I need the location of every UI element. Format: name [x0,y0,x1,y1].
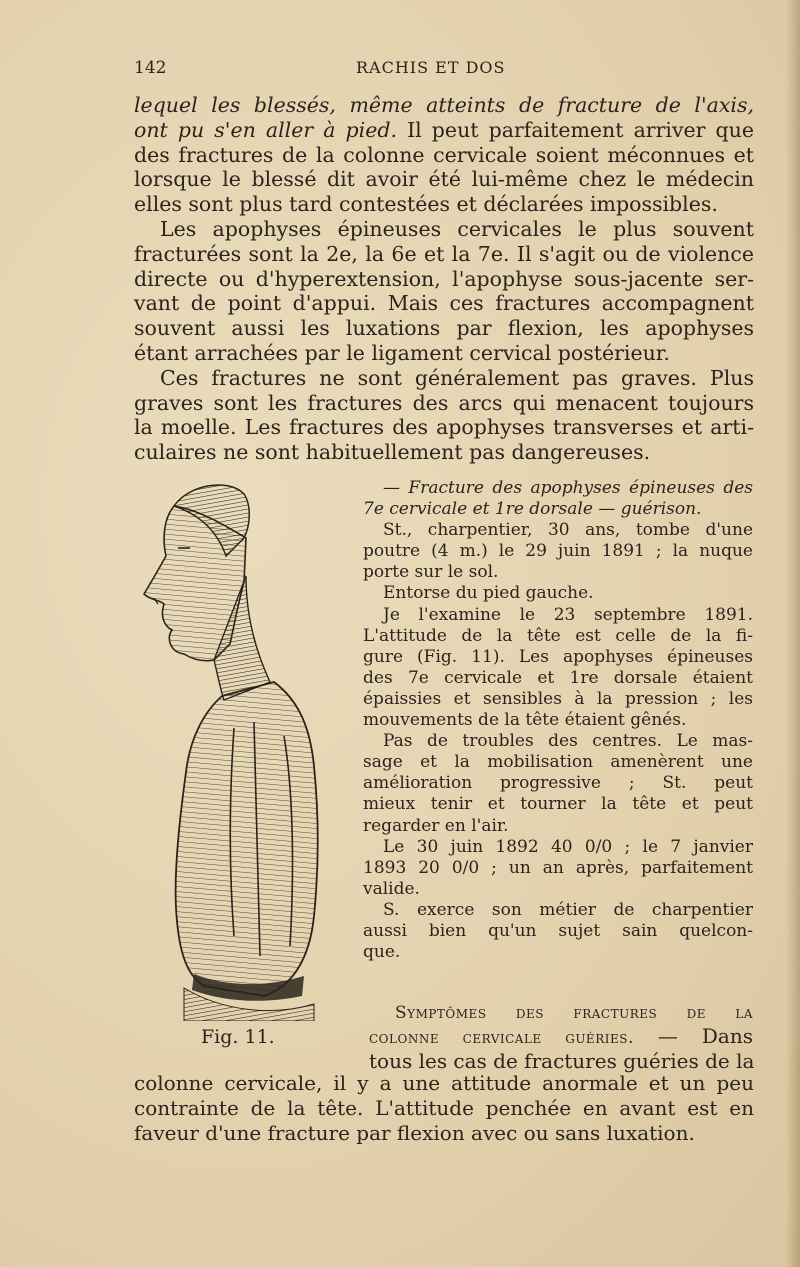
case-line: Le 30 juin 1892 40 0/0 ; le 7 janvier [383,836,753,857]
para1-line: des fractures de la colonne cervicale soient méconnues et [134,142,754,167]
para4-line: contrainte de la tête. L'attitude penchée en avant est en [134,1095,754,1120]
case-line: valide. [363,878,420,899]
case-line: des 7e cervicale et 1re dorsale étaient [363,667,753,688]
symptoms-section [369,999,753,1073]
italic-text: — Fracture des apophyses épineuses des [383,478,753,498]
section-heading [369,999,753,1024]
case-line: S. exerce son métier de charpentier [383,899,753,920]
para2-line: Les apophyses épineuses cervicales le plus souvent [160,216,754,241]
case-line: sage et la mobilisation amenèrent une [363,752,753,773]
case-line: Je l'examine le 23 septembre 1891. [383,604,753,625]
case-line: amélioration progressive ; St. peut [363,773,753,794]
para2-line: directe ou d'hyperextension, l'apophyse sous-jacente ser- [134,266,754,291]
bottom-text-block [134,1071,754,1145]
para2-line: vant de point d'appui. Mais ces fractures accompagnent [134,291,754,316]
para1-line: elles sont plus tard contestées et déclarées impossibles. [134,192,718,217]
para2-line: fracturées sont la 2e, la 6e et la 7e. Il s'agit ou de violence [134,241,754,266]
case-line: L'attitude de la tête est celle de la fi- [363,625,753,646]
figure-illustration [134,476,334,1021]
text-run: — Dans [633,1023,753,1048]
case-line: que. [363,942,401,963]
page-edge-shadow [786,0,800,1267]
case-line: mieux tenir et tourner la tête et peut [363,794,753,815]
para1-line: lorsque le blessé dit avoir été lui-même chez le médecin [134,167,754,192]
case-line: épaissies et sensibles à la pression ; les [363,688,753,709]
para3-line: culaires ne sont habituellement pas dangereuses. [134,440,651,465]
case-line: Entorse du pied gauche. [383,583,594,604]
text-run: Il peut parfaitement arriver que [396,117,755,142]
page-number: 142 [134,58,167,78]
para3-line: graves sont les fractures des arcs qui menacent toujours [134,390,754,415]
running-head: RACHIS ET DOS [356,58,506,77]
symptoms-line: tous les cas de fractures guéries de la [369,1048,755,1073]
case-line: mouvements de la tête étaient gênés. [363,710,687,731]
para3-line: la moelle. Les fractures des apophyses transverses et arti- [134,415,754,440]
para4-line: faveur d'une fracture par flexion avec ou sans luxation. [134,1120,695,1145]
italic-text: 7e cervicale et 1re dorsale — guérison. [363,499,702,520]
case-report [363,478,753,963]
small-caps-heading: colonne cervicale guéries. [369,1027,634,1048]
case-line: poutre (4 m.) le 29 juin 1891 ; la nuque [363,541,753,562]
case-line: St., charpentier, 30 ans, tombe d'une [383,520,753,541]
top-text-block [134,93,754,465]
case-line: porte sur le sol. [363,562,499,583]
para2-line: souvent aussi les luxations par flexion, les apophyses [134,316,754,341]
case-title [363,478,753,499]
case-line: gure (Fig. 11). Les apophyses épineuses [363,646,753,667]
para3-line: Ces fractures ne sont généralement pas graves. Plus [160,365,754,390]
para2-line: étant arrachées par le ligament cervical postérieur. [134,340,670,365]
para1-line [134,93,754,118]
case-title [363,499,753,520]
page-header [0,58,800,82]
italic-text: lequel les blessés, même atteints de fracture de l'axis, [134,93,754,117]
case-line: Pas de troubles des centres. Le mas- [383,731,753,752]
case-line: 1893 20 0/0 ; un an après, parfaitement [363,857,753,878]
patient-profile-engraving [134,476,334,1021]
section-heading-line [369,1024,753,1049]
para1-line [134,118,754,143]
case-line: regarder en l'air. [363,815,509,836]
figure-caption: Fig. 11. [201,1026,275,1048]
small-caps-heading: Symptômes des fractures de la [395,1003,753,1023]
italic-text: ont pu s'en aller à pied. [134,117,397,142]
para4-line: colonne cervicale, il y a une attitude anormale et un peu [134,1071,754,1095]
case-line: aussi bien qu'un sujet sain quelcon- [363,920,753,941]
